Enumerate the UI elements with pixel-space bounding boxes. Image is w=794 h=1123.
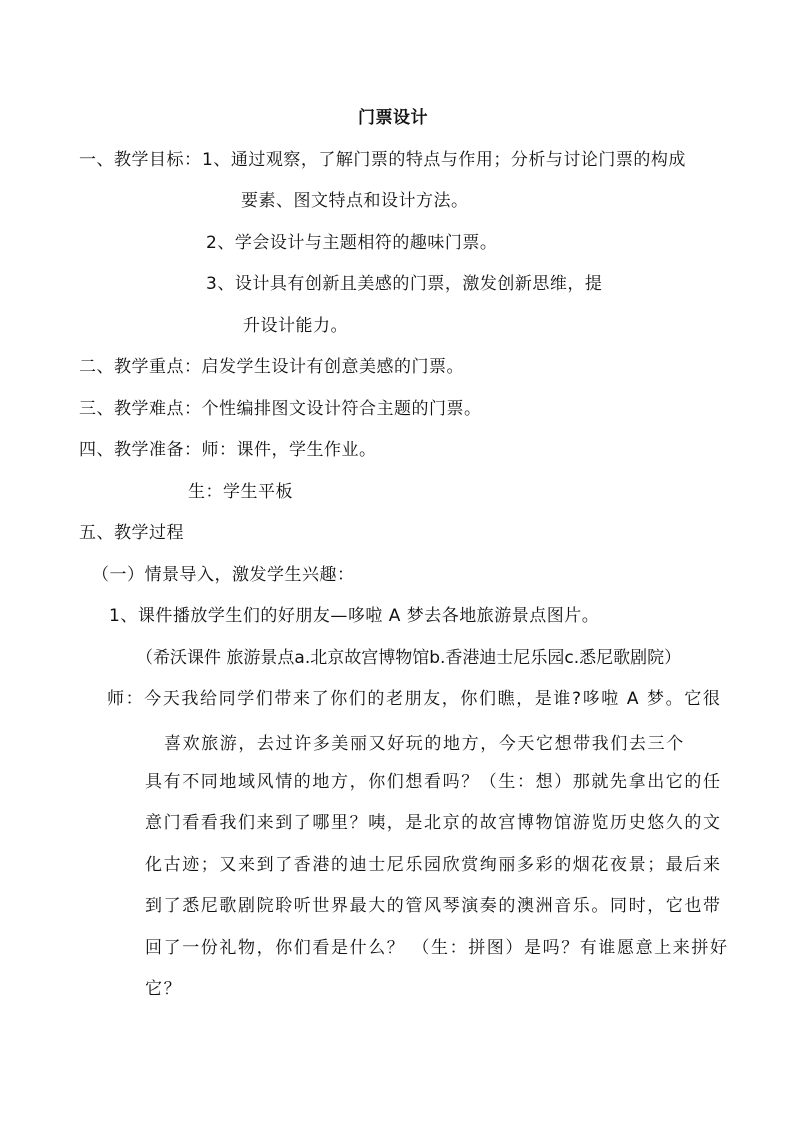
objective-2: 2、学会设计与主题相符的趣味门票。 (206, 233, 498, 253)
objectives-heading: 一、教学目标： (79, 150, 202, 170)
teacher-line-5: 化古迹；又来到了香港的迪士尼乐园欣赏绚丽多彩的烟花夜景；最后来 (145, 855, 722, 875)
teacher-line-7: 回了一份礼物，你们看是什么？ （生：拼图）是吗？有谁愿意上来拼好 (145, 938, 729, 958)
preparation-teacher: 四、教学准备：师：课件，学生作业。 (79, 440, 377, 460)
objective-3-line-2: 升设计能力。 (243, 316, 348, 336)
teacher-line-8: 它？ (145, 979, 183, 999)
teacher-line-3: 具有不同地域风情的地方，你们想看吗？（生：想）那就先拿出它的任 (145, 772, 722, 792)
teacher-line-2: 喜欢旅游，去过许多美丽又好玩的地方，今天它想带我们去三个 (164, 734, 685, 754)
process-heading: 五、教学过程 (79, 523, 184, 543)
objective-1-line-1: 1、通过观察，了解门票的特点与作用；分析与讨论门票的构成 (202, 150, 686, 170)
difficulties: 三、教学难点：个性编排图文设计符合主题的门票。 (79, 399, 482, 419)
preparation-student: 生：学生平板 (188, 482, 293, 502)
objective-1-line-2: 要素、图文特点和设计方法。 (241, 191, 469, 211)
step-1: 1、课件播放学生们的好朋友—哆啦 A 梦去各地旅游景点图片。 (109, 606, 600, 626)
key-points: 二、教学重点：启发学生设计有创意美感的门票。 (79, 357, 464, 377)
courseware-note: （希沃课件 旅游景点a.北京故宫博物馆b.香港迪士尼乐园c.悉尼歌剧院） (136, 648, 682, 668)
teacher-line-4: 意门看看我们来到了哪里？咦，是北京的故宫博物馆游览历史悠久的文 (145, 813, 722, 833)
document-title: 门票设计 (358, 108, 428, 128)
teacher-line-1: 师：今天我给同学们带来了你们的老朋友，你们瞧，是谁?哆啦 A 梦。它很 (107, 689, 722, 709)
subsection-1-heading: （一）情景导入，激发学生兴趣： (92, 565, 355, 585)
teacher-line-6: 到了悉尼歌剧院聆听世界最大的管风琴演奏的澳洲音乐。同时，它也带 (145, 896, 722, 916)
objective-3-line-1: 3、设计具有创新且美感的门票，激发创新思维，提 (206, 274, 603, 294)
